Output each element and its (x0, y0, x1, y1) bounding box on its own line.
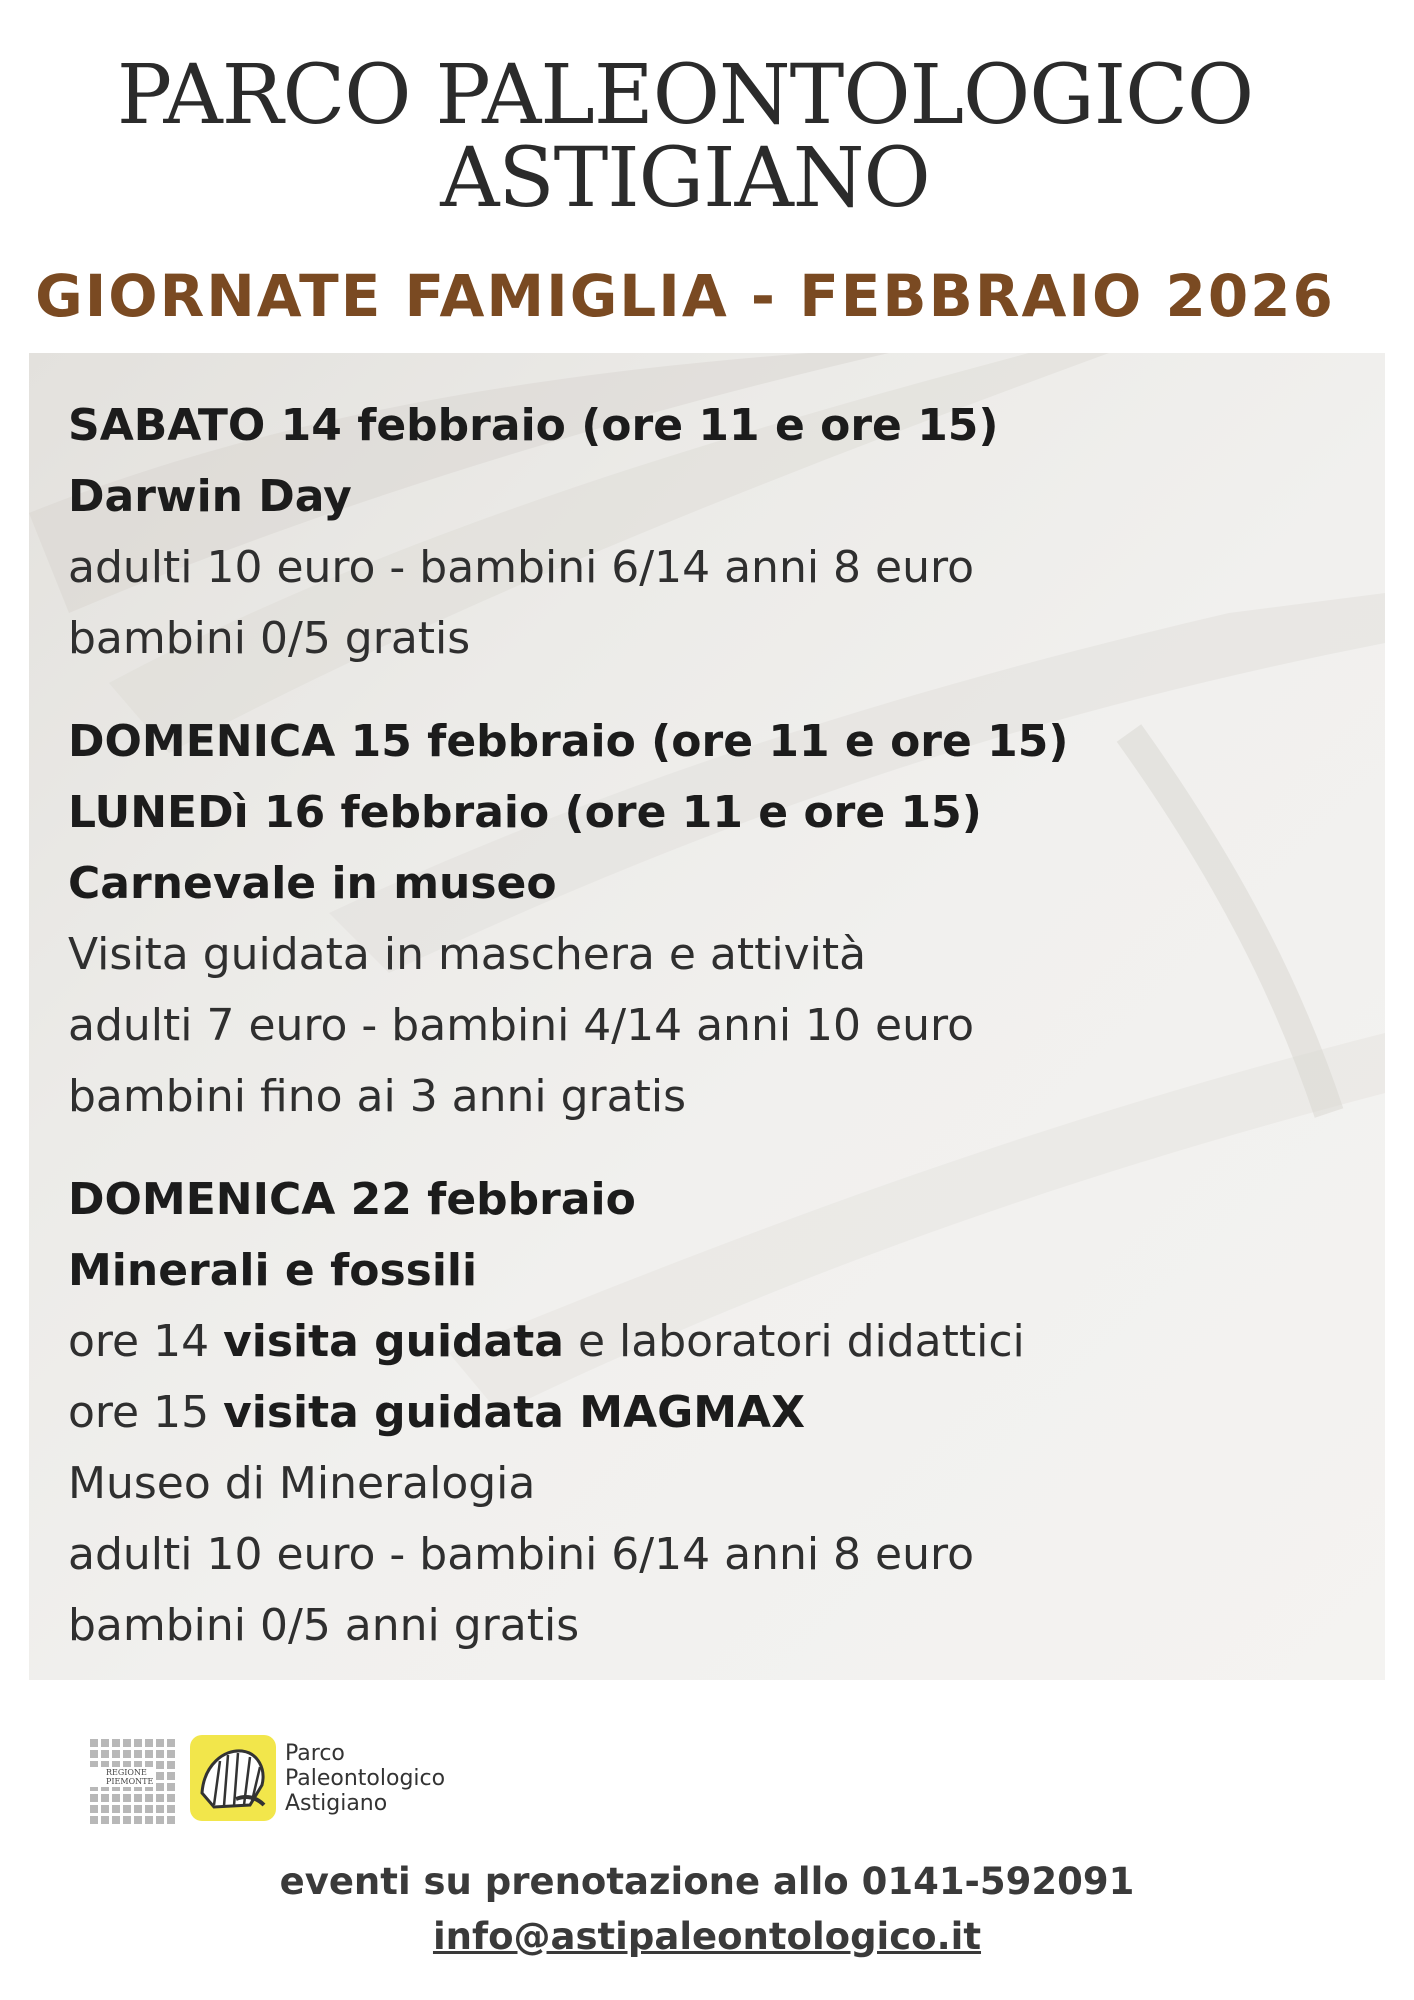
park-logo-text (285, 1741, 445, 1816)
event-name: Darwin Day (68, 471, 352, 522)
shell-logo-icon (190, 1735, 276, 1821)
booking-info: eventi su prenotazione allo 0141-592091 (279, 1860, 1135, 1903)
schedule-activity-extra: e laboratori didattici (563, 1316, 1025, 1367)
event-date: DOMENICA 22 febbraio (68, 1174, 636, 1225)
page-subtitle: GIORNATE FAMIGLIA - FEBBRAIO 2026 (35, 262, 1335, 330)
schedule-activity: visita guidata MAGMAX (223, 1387, 806, 1438)
event-date: LUNEDì 16 febbraio (ore 11 e ore 15) (68, 787, 982, 838)
event-detail: bambini fino ai 3 anni gratis (68, 1071, 686, 1122)
event-name: Carnevale in museo (68, 858, 557, 909)
event-list (68, 390, 1069, 1661)
schedule-time: ore 14 (68, 1316, 224, 1367)
schedule-time: ore 15 (68, 1387, 224, 1438)
park-text-line: Parco (285, 1741, 345, 1766)
event-detail: Museo di Mineralogia (68, 1458, 536, 1509)
schedule-activity: visita guidata (223, 1316, 564, 1367)
event-name: Minerali e fossili (68, 1245, 478, 1296)
regione-piemonte-text (90, 1767, 155, 1787)
event-schedule-line (68, 1377, 1069, 1448)
region-text-line: REGIONE (106, 1768, 147, 1777)
event-date: SABATO 14 febbraio (ore 11 e ore 15) (68, 400, 999, 451)
region-text-line: PIEMONTE (106, 1777, 154, 1786)
event-detail: bambini 0/5 gratis (68, 613, 471, 664)
event-detail: adulti 10 euro - bambini 6/14 anni 8 euro (68, 1529, 975, 1580)
event-detail: Visita guidata in maschera e attività (68, 929, 867, 980)
event-detail: adulti 10 euro - bambini 6/14 anni 8 euro (68, 542, 975, 593)
email-link[interactable]: info@astipaleontologico.it (432, 1915, 982, 1958)
event-date: DOMENICA 15 febbraio (ore 11 e ore 15) (68, 716, 1069, 767)
event-detail: adulti 7 euro - bambini 4/14 anni 10 euro (68, 1000, 975, 1051)
page-title: PARCO PALEONTOLOGICO (116, 48, 1254, 143)
event-detail: bambini 0/5 anni gratis (68, 1600, 580, 1651)
park-text-line: Paleontologico (285, 1766, 446, 1791)
park-text-line: Astigiano (285, 1791, 388, 1816)
event-schedule-line (68, 1306, 1069, 1377)
page-title-second-line: ASTIGIANO (440, 131, 930, 226)
